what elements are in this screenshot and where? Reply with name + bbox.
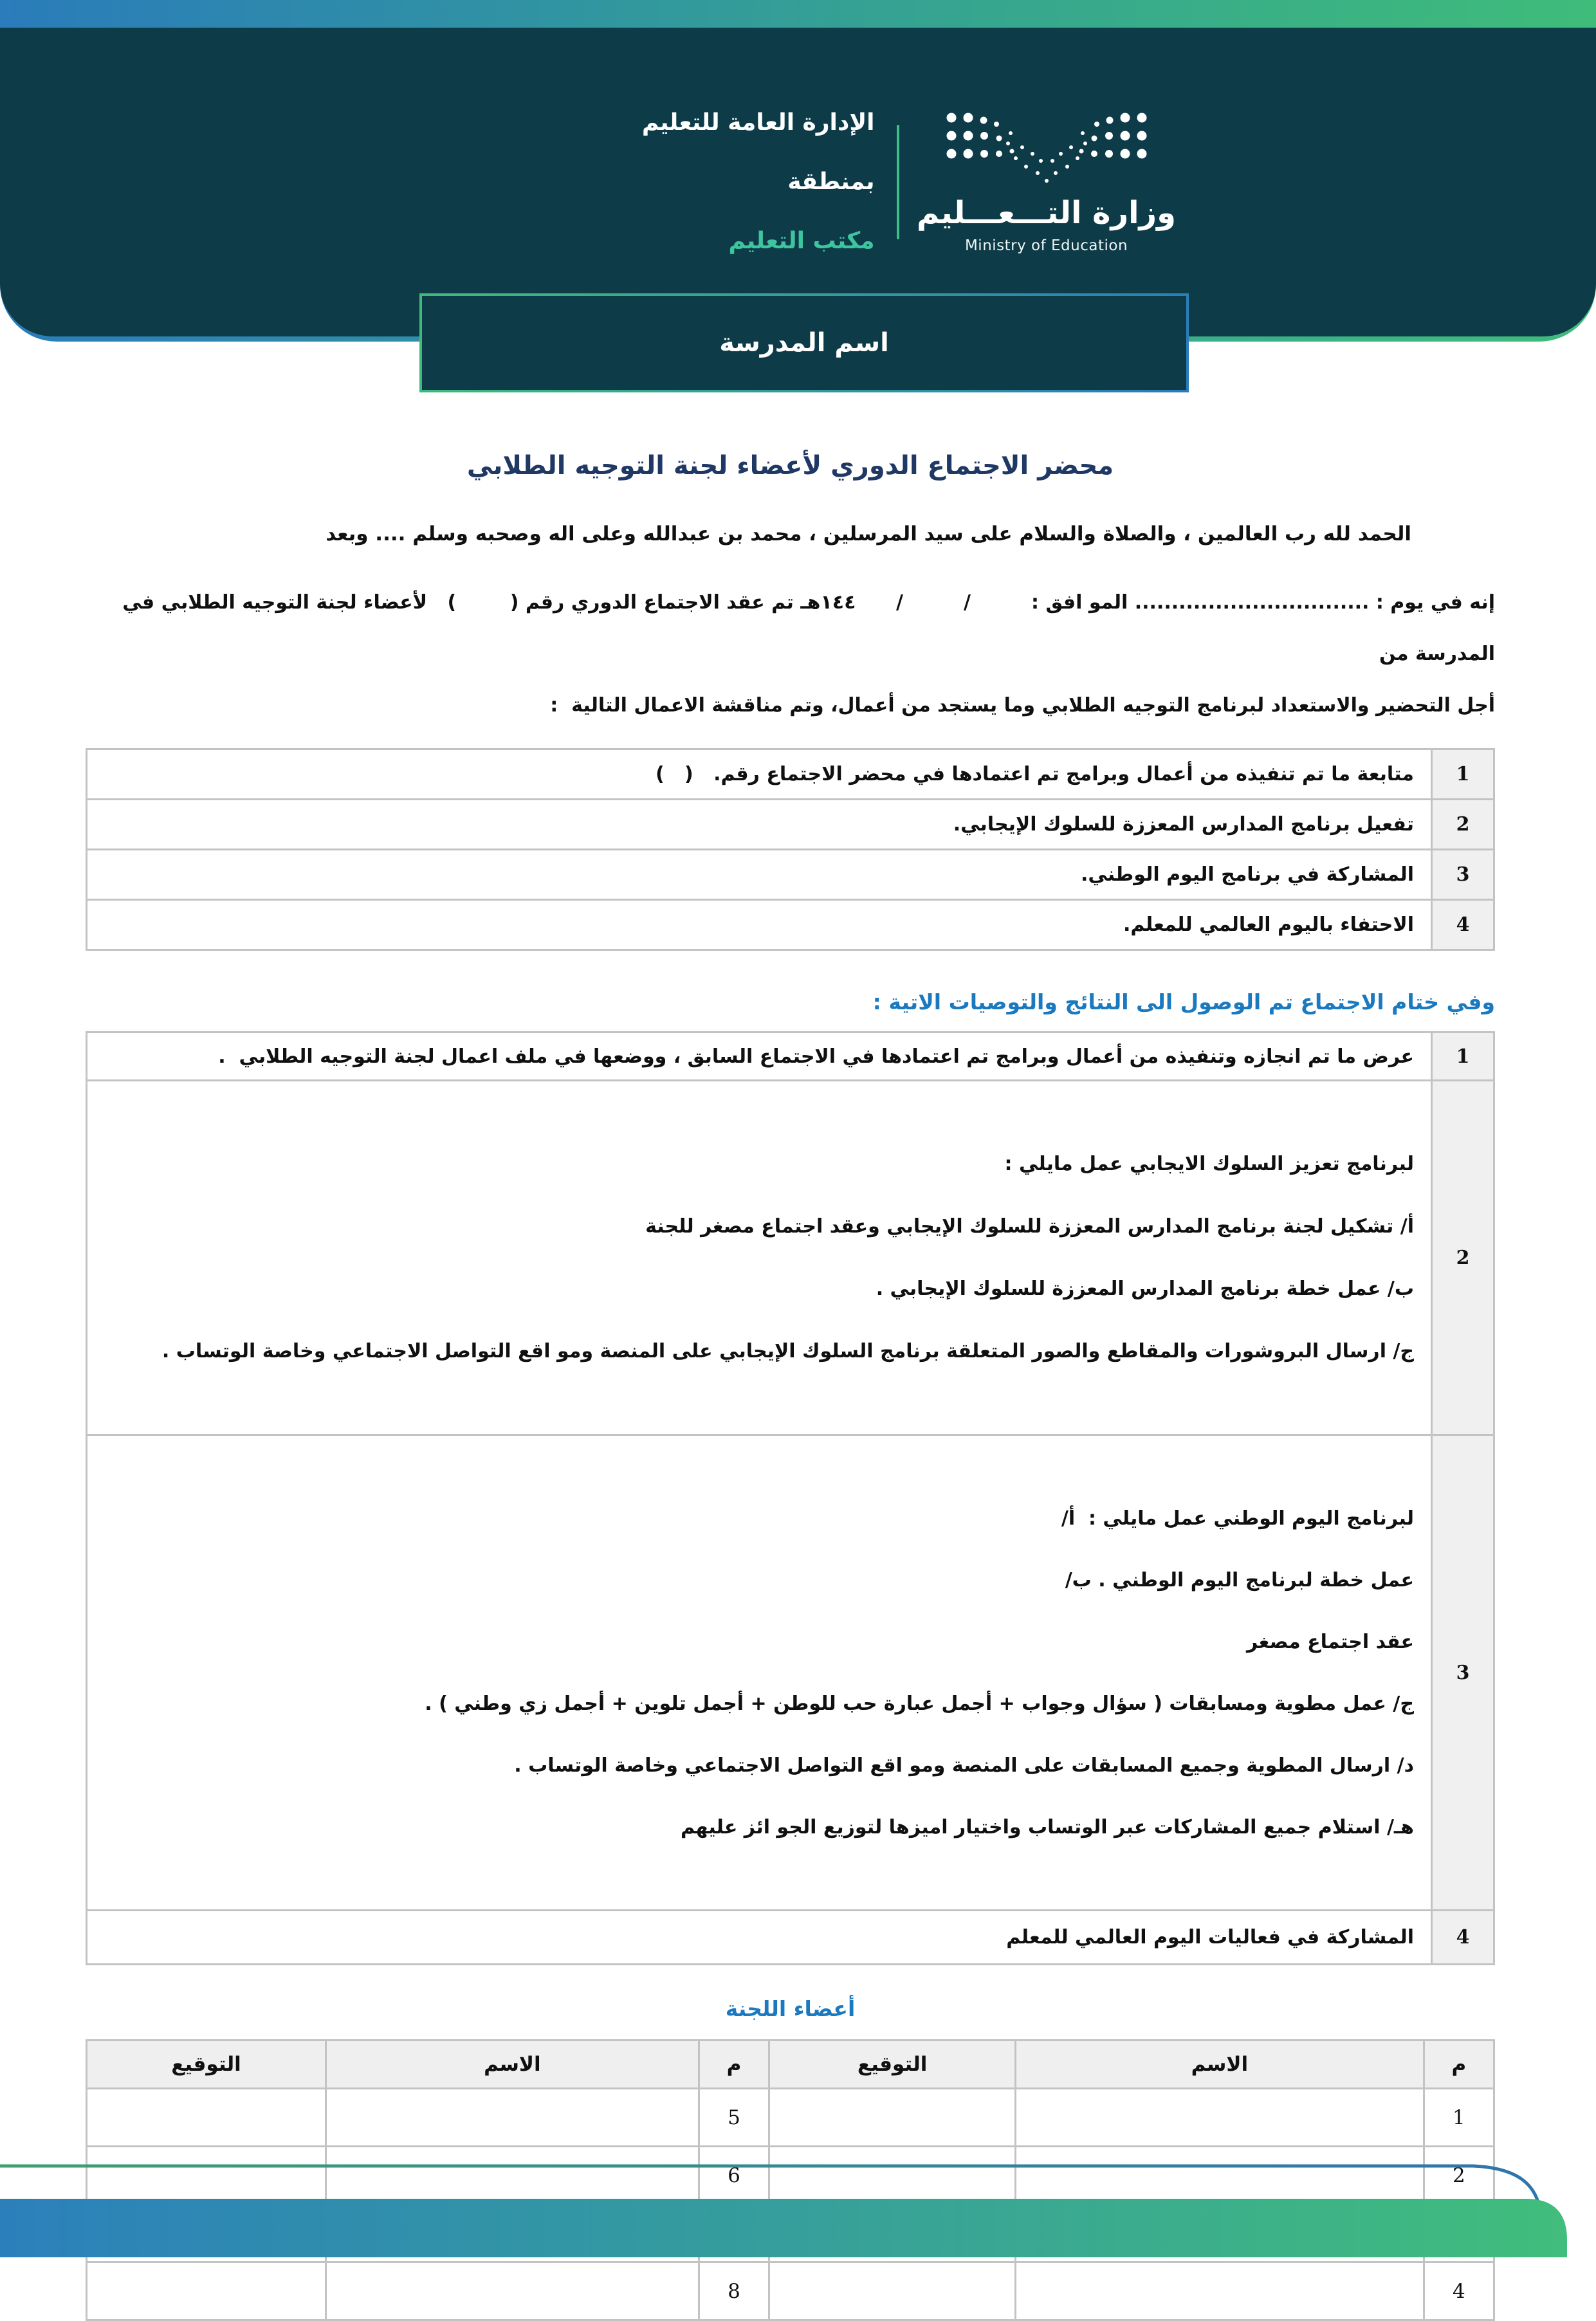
row-number: 4 xyxy=(1432,900,1494,950)
meeting-intro xyxy=(86,577,1495,731)
result-line: عقد اجتماع مصغر xyxy=(1246,1630,1414,1653)
ministry-english-name: Ministry of Education xyxy=(964,237,1128,254)
school-name-box-inner xyxy=(422,296,1186,390)
document-body xyxy=(86,451,1495,2321)
result-item-lines xyxy=(104,1487,1414,1858)
table-row xyxy=(87,800,1494,850)
agenda-item: متابعة ما تم تنفيذه من أعمال وبرامج تم اعتمادها في محضر الاجتماع رقم. ( ) xyxy=(87,749,1432,800)
result-line: لبرنامج تعزيز السلوك الايجابي عمل مايلي : xyxy=(1004,1153,1414,1175)
member-name-cell xyxy=(1016,2262,1424,2320)
table-row xyxy=(87,1435,1494,1911)
result-line: أ/ تشكيل لجنة برنامج المدارس المعززة للسلوك الإيجابي وعقد اجتماع مصغر للجنة xyxy=(645,1215,1414,1238)
header-separator-line xyxy=(897,125,899,239)
member-signature-cell xyxy=(87,2262,326,2320)
row-number: 1 xyxy=(1432,1032,1494,1081)
table-row xyxy=(87,749,1494,800)
member-number: 6 xyxy=(699,2147,769,2205)
results-heading: وفي ختام الاجتماع تم الوصول الى النتائج والتوصيات الاتية : xyxy=(872,989,1495,1014)
result-line: لبرنامج اليوم الوطني عمل مايلي : أ/ xyxy=(1061,1507,1414,1530)
result-line: هـ/ استلام جميع المشاركات عبر الوتساب واختيار اميزها لتوزيع الجو ائز عليهم xyxy=(681,1815,1414,1839)
member-row xyxy=(87,2262,1494,2320)
document-title: محضر الاجتماع الدوري لأعضاء لجنة التوجيه الطلابي xyxy=(466,451,1114,481)
result-item: عرض ما تم انجازه وتنفيذه من أعمال وبرامج تم اعتمادها في الاجتماع السابق ، ووضعها في ملف اعمال لجنة التوجيه الطلابي . xyxy=(87,1032,1432,1081)
footer-gradient-art xyxy=(0,2163,1596,2257)
table-row xyxy=(87,900,1494,950)
footer-bar xyxy=(0,2199,1567,2257)
row-number: 1 xyxy=(1432,749,1494,800)
result-line: د/ ارسال المطوية وجميع المسابقات على المنصة ومو اقع التواصل الاجتماعي وخاصة الوتساب . xyxy=(514,1754,1414,1777)
row-number: 4 xyxy=(1432,1911,1494,1965)
table-row xyxy=(87,1032,1494,1081)
meeting-intro-line1: إنه في يوم : ................................ المو افق : / / ١٤٤هـ تم عقد الاجتماع الدوري رقم ( ) لأعضاء لجنة التوجيه الطلابي في المدرسة من xyxy=(115,591,1495,665)
meeting-intro-line2: أجل التحضير والاستعداد لبرنامج التوجيه الطلابي وما يستجد من أعمال، وتم مناقشة الاعمال التالية : xyxy=(550,694,1495,717)
member-signature-cell xyxy=(769,2262,1016,2320)
member-number: 1 xyxy=(1424,2089,1494,2147)
members-heading: أعضاء اللجنة xyxy=(725,1996,856,2021)
org-text-block xyxy=(592,93,875,271)
result-line: ج/ ارسال البروشورات والمقاطع والصور المتعلقة برنامج السلوك الإيجابي على المنصة ومو اقع التواصل الاجتماعي وخاصة الوتساب . xyxy=(161,1340,1414,1362)
ministry-logo xyxy=(916,110,1177,254)
result-item: المشاركة في فعاليات اليوم العالمي للمعلم xyxy=(87,1911,1432,1965)
row-number: 3 xyxy=(1432,1435,1494,1911)
member-number: 8 xyxy=(699,2262,769,2320)
school-name-box xyxy=(419,293,1189,392)
result-line: عمل خطة لبرنامج اليوم الوطني . ب/ xyxy=(1065,1568,1414,1592)
result-item xyxy=(87,1435,1432,1911)
preamble-text: الحمد لله رب العالمين ، والصلاة والسلام على سيد المرسلين ، محمد بن عبدالله وعلى اله وصحبه وسلم .... وبعد xyxy=(326,522,1411,546)
member-name-cell xyxy=(326,2262,699,2320)
result-item-lines xyxy=(104,1133,1414,1382)
org-line-education-office: مكتب التعليم xyxy=(728,228,875,254)
col-header-number: م xyxy=(699,2041,769,2089)
ministry-emblem-dots-icon xyxy=(944,110,1150,186)
member-number: 5 xyxy=(699,2089,769,2147)
member-row xyxy=(87,2089,1494,2147)
header-panel xyxy=(0,28,1596,336)
row-number: 3 xyxy=(1432,850,1494,900)
header-content xyxy=(592,93,1177,271)
table-row xyxy=(87,850,1494,900)
agenda-item: تفعيل برنامج المدارس المعززة للسلوك الإيجابي. xyxy=(87,800,1432,850)
result-line: ج/ عمل مطوية ومسابقات ( سؤال وجواب + أجمل عبارة حب للوطن + أجمل تلوين + أجمل زي وطني ) . xyxy=(425,1692,1414,1715)
agenda-item: المشاركة في برنامج اليوم الوطني. xyxy=(87,850,1432,900)
ministry-wordmark: وزارة التـــعـــليم xyxy=(916,195,1177,231)
agenda-item: الاحتفاء باليوم العالمي للمعلم. xyxy=(87,900,1432,950)
row-number: 2 xyxy=(1432,800,1494,850)
result-item xyxy=(87,1081,1432,1435)
table-row xyxy=(87,1081,1494,1435)
col-header-name: الاسم xyxy=(1016,2041,1424,2089)
results-table xyxy=(86,1031,1495,1965)
org-line-region: بمنطقة xyxy=(787,169,875,195)
col-header-number: م xyxy=(1424,2041,1494,2089)
school-name-label: اسم المدرسة xyxy=(719,328,889,358)
col-header-signature: التوقيع xyxy=(87,2041,326,2089)
members-header-row xyxy=(87,2041,1494,2089)
member-signature-cell xyxy=(769,2089,1016,2147)
member-signature-cell xyxy=(87,2089,326,2147)
table-row xyxy=(87,1911,1494,1965)
member-name-cell xyxy=(326,2089,699,2147)
col-header-name: الاسم xyxy=(326,2041,699,2089)
result-line: ب/ عمل خطة برنامج المدارس المعززة للسلوك الإيجابي . xyxy=(876,1278,1414,1300)
org-line-general-administration: الإدارة العامة للتعليم xyxy=(641,109,875,136)
agenda-table xyxy=(86,748,1495,951)
col-header-signature: التوقيع xyxy=(769,2041,1016,2089)
member-name-cell xyxy=(1016,2089,1424,2147)
row-number: 2 xyxy=(1432,1081,1494,1435)
member-number: 4 xyxy=(1424,2262,1494,2320)
member-number: 2 xyxy=(1424,2147,1494,2205)
header-banner xyxy=(0,0,1596,342)
